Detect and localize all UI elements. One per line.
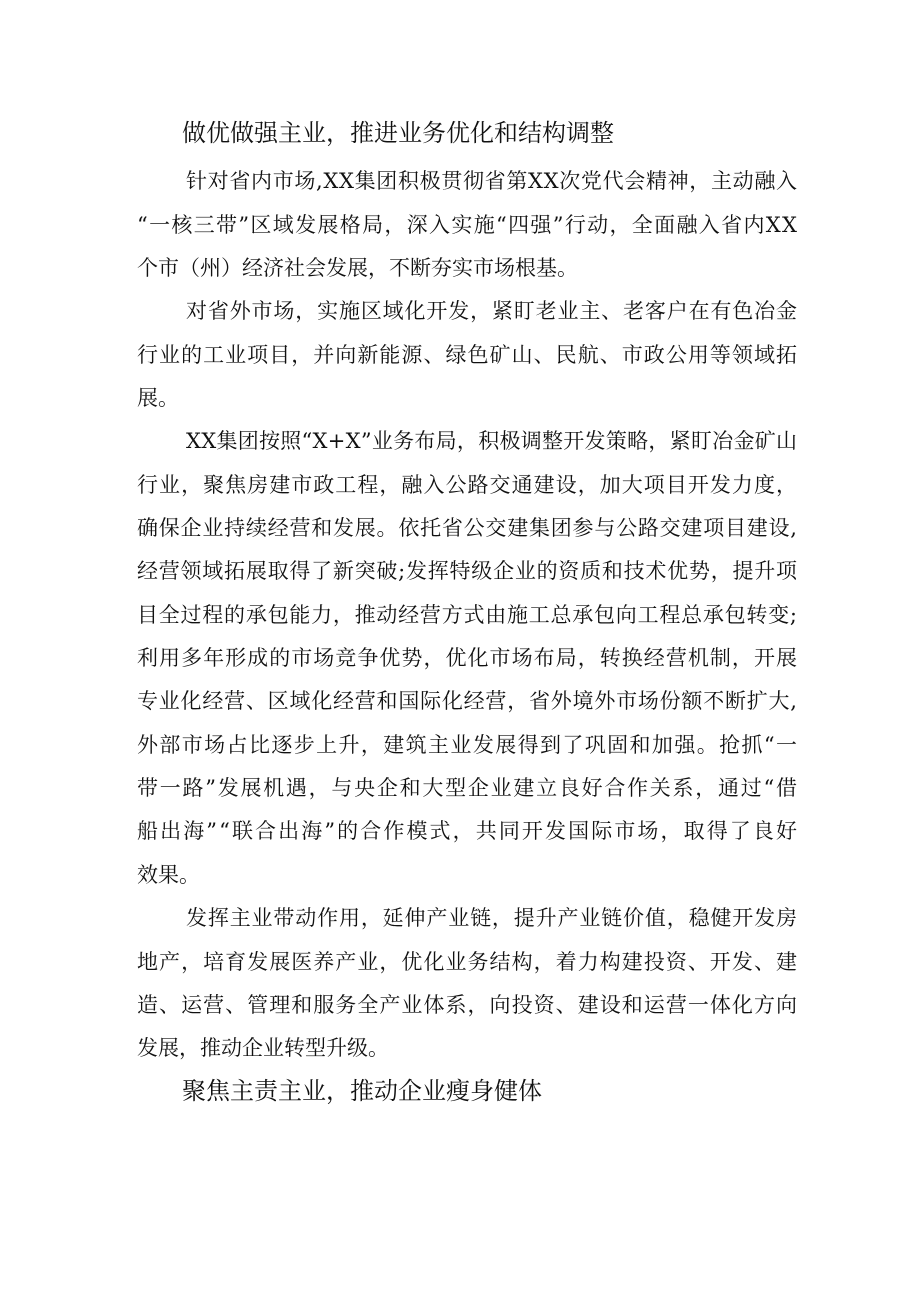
paragraph-line: 个市（州）经济社会发展，不断夯实市场根基。	[137, 256, 578, 280]
paragraph-line: 发挥主业带动作用，延伸产业链，提升产业链价值，稳健开发房	[186, 906, 798, 930]
paragraph-line: 地产，培育发展医养产业，优化业务结构，着力构建投资、开发、建	[137, 950, 799, 974]
paragraph-line: 行业的工业项目，并向新能源、绿色矿山、民航、市政公用等领域拓	[137, 343, 799, 367]
paragraph-line: 专业化经营、区域化经营和国际化经营，省外境外市场份额不断扩大,	[137, 689, 798, 713]
paragraph-line: 确保企业持续经营和发展。依托省公交建集团参与公路交建项目建设,	[137, 516, 798, 540]
paragraph-line: 发展，推动企业转型升级。	[137, 1036, 389, 1060]
paragraph-line: 目全过程的承包能力，推动经营方式由施工总承包向工程总承包转变;	[137, 603, 798, 627]
paragraph-line: 造、运营、管理和服务全产业体系，向投资、建设和运营一体化方向	[137, 993, 799, 1017]
paragraph-line: 效果。	[137, 863, 200, 887]
paragraph-line: 船出海”“联合出海”的合作模式，共同开发国际市场，取得了良好	[137, 819, 800, 843]
paragraph-line: 带一路”发展机遇，与央企和大型企业建立良好合作关系，通过“借	[137, 776, 799, 800]
paragraph-line: 展。	[137, 386, 179, 410]
paragraph-line: 经营领域拓展取得了新突破;发挥特级企业的资质和技术优势，提升项	[137, 559, 798, 583]
paragraph-line: XX集团按照“X+X”业务布局，积极调整开发策略，紧盯冶金矿山	[186, 429, 798, 453]
paragraph-line: 利用多年形成的市场竞争优势，优化市场布局，转换经营机制，开展	[137, 646, 799, 670]
paragraph-line: 外部市场占比逐步上升，建筑主业发展得到了巩固和加强。抢抓“一	[137, 733, 799, 757]
paragraph-line: 针对省内市场,XX集团积极贯彻省第XX次党代会精神，主动融入	[186, 169, 798, 193]
paragraph-line: 对省外市场，实施区域化开发，紧盯老业主、老客户在有色冶金	[186, 299, 798, 323]
paragraph-line: 行业，聚焦房建市政工程，融入公路交通建设，加大项目开发力度，	[137, 473, 799, 497]
section-heading-2: 聚焦主责主业，推动企业瘦身健体	[182, 1077, 542, 1105]
paragraph-line: “一核三带”区域发展格局，深入实施“四强”行动，全面融入省内XX	[137, 213, 799, 237]
section-heading-1: 做优做强主业，推进业务优化和结构调整	[182, 119, 614, 147]
